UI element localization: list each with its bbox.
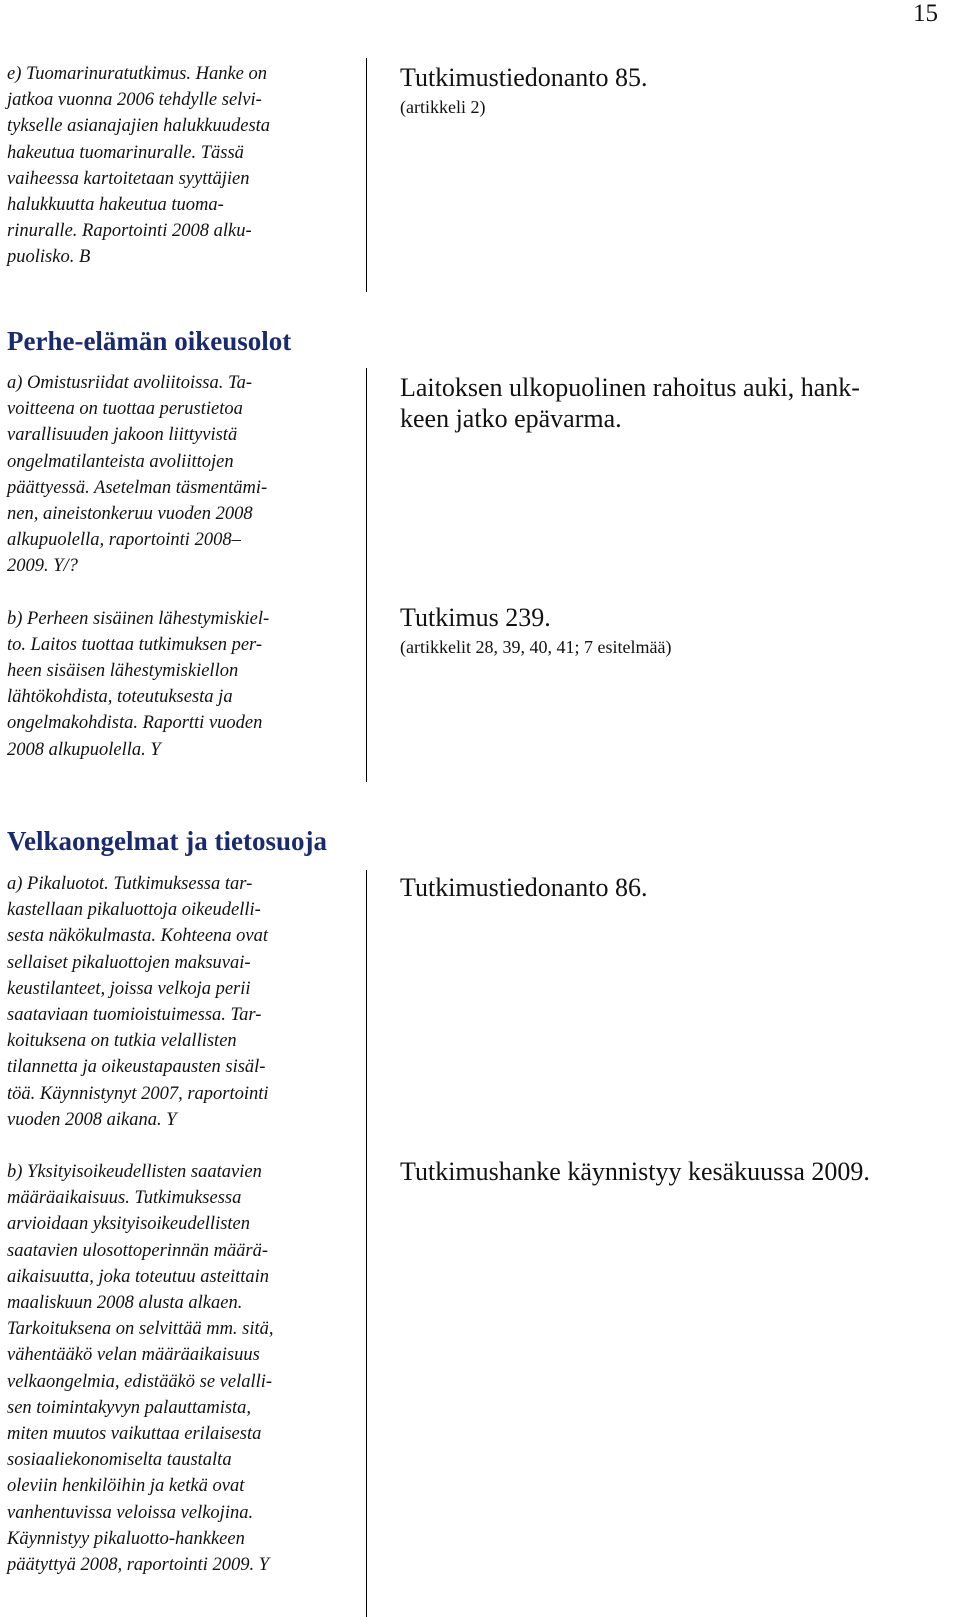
column-divider-family xyxy=(366,368,367,782)
report-title: Tutkimustiedonanto 85. xyxy=(400,63,648,92)
report-title: Tutkimus 239. xyxy=(400,603,551,632)
project-start-note: Tutkimushanke käynnistyy kesäkuussa 2009. xyxy=(400,1157,870,1186)
research-item-b: b) Yksityisoikeudellisten saatavien määräaikaisuus. Tutkimuksessa arvioidaan yksityisoikeudellisten saatavien ulosottoperinnän määrä- aikaisuutta, joka toteutuu asteittain maaliskuun 2008 alusta alkaen. Tarkoituksena on selvittää mm. sitä, vähentääkö velan määräaikaisuus velkaongelmia, edistääkö se velalli- sen toimintakyvyn palauttamista, miten muutos vaikuttaa erilaisesta sosiaaliekonomiselta taustalta oleviin henkilöihin ja ketkä ovat vanhentuvissa veloissa velkojina. Käynnistyy pikaluotto-hankkeen päätyttyä 2008, raportointi 2009. Y xyxy=(7,1162,274,1576)
left-column-family xyxy=(7,370,342,763)
column-divider-debt xyxy=(366,870,367,1617)
right-column-family xyxy=(400,372,960,658)
section-heading-debt: Velkaongelmat ja tietosuoja xyxy=(7,826,327,856)
left-column-top xyxy=(7,61,342,271)
research-item-e: e) Tuomarinuratutkimus. Hanke on jatkoa vuonna 2006 tehdylle selvi- tykselle asianajajien halukkuudesta hakeutua tuomarinuralle. Tässä vaiheessa kartoitetaan syyttäjien halukkuutta hakeutua tuoma- rinuralle. Raportointi 2008 alku- puolisko. B xyxy=(7,64,271,268)
column-divider-top xyxy=(366,58,367,292)
page-number: 15 xyxy=(913,0,938,27)
section-heading-family: Perhe-elämän oikeusolot xyxy=(7,326,292,356)
report-subtitle: (artikkeli 2) xyxy=(400,97,486,117)
right-column-top xyxy=(400,62,960,118)
report-subtitle: (artikkelit 28, 39, 40, 41; 7 esitelmää) xyxy=(400,637,672,657)
research-item-a: a) Pikaluotot. Tutkimuksessa tar- kastellaan pikaluottoja oikeudelli- sesta näkökulmasta. Kohteena ovat sellaiset pikaluottojen maksuvai- keustilanteet, joissa velkoja perii saataviaan tuomioistuimessa. Tar- koituksena on tutkia velallisten tilannetta ja oikeustapausten sisäl- töä. Käynnistynyt 2007, raportointi vuoden 2008 aikana. Y xyxy=(7,874,269,1130)
funding-note: Laitoksen ulkopuolinen rahoitus auki, hank- keen jatko epävarma. xyxy=(400,373,860,433)
research-item-b: b) Perheen sisäinen lähestymiskiel- to. Laitos tuottaa tutkimuksen per- heen sisäisen lähestymiskiellon lähtökohdista, toteutuksesta ja ongelmakohdista. Raportti vuoden 2008 alkupuolella. Y xyxy=(7,608,270,760)
research-item-a: a) Omistusriidat avoliitoissa. Ta- voitteena on tuottaa perustietoa varallisuuden jakoon liittyvistä ongelmatilanteista avoliittojen päättyessä. Asetelman täsmentämi- nen, aineistonkeruu vuoden 2008 alkupuolella, raportointi 2008– 2009. Y/? xyxy=(7,373,268,577)
right-column-debt xyxy=(400,872,960,1187)
report-title: Tutkimustiedonanto 86. xyxy=(400,873,648,902)
left-column-debt xyxy=(7,871,342,1578)
